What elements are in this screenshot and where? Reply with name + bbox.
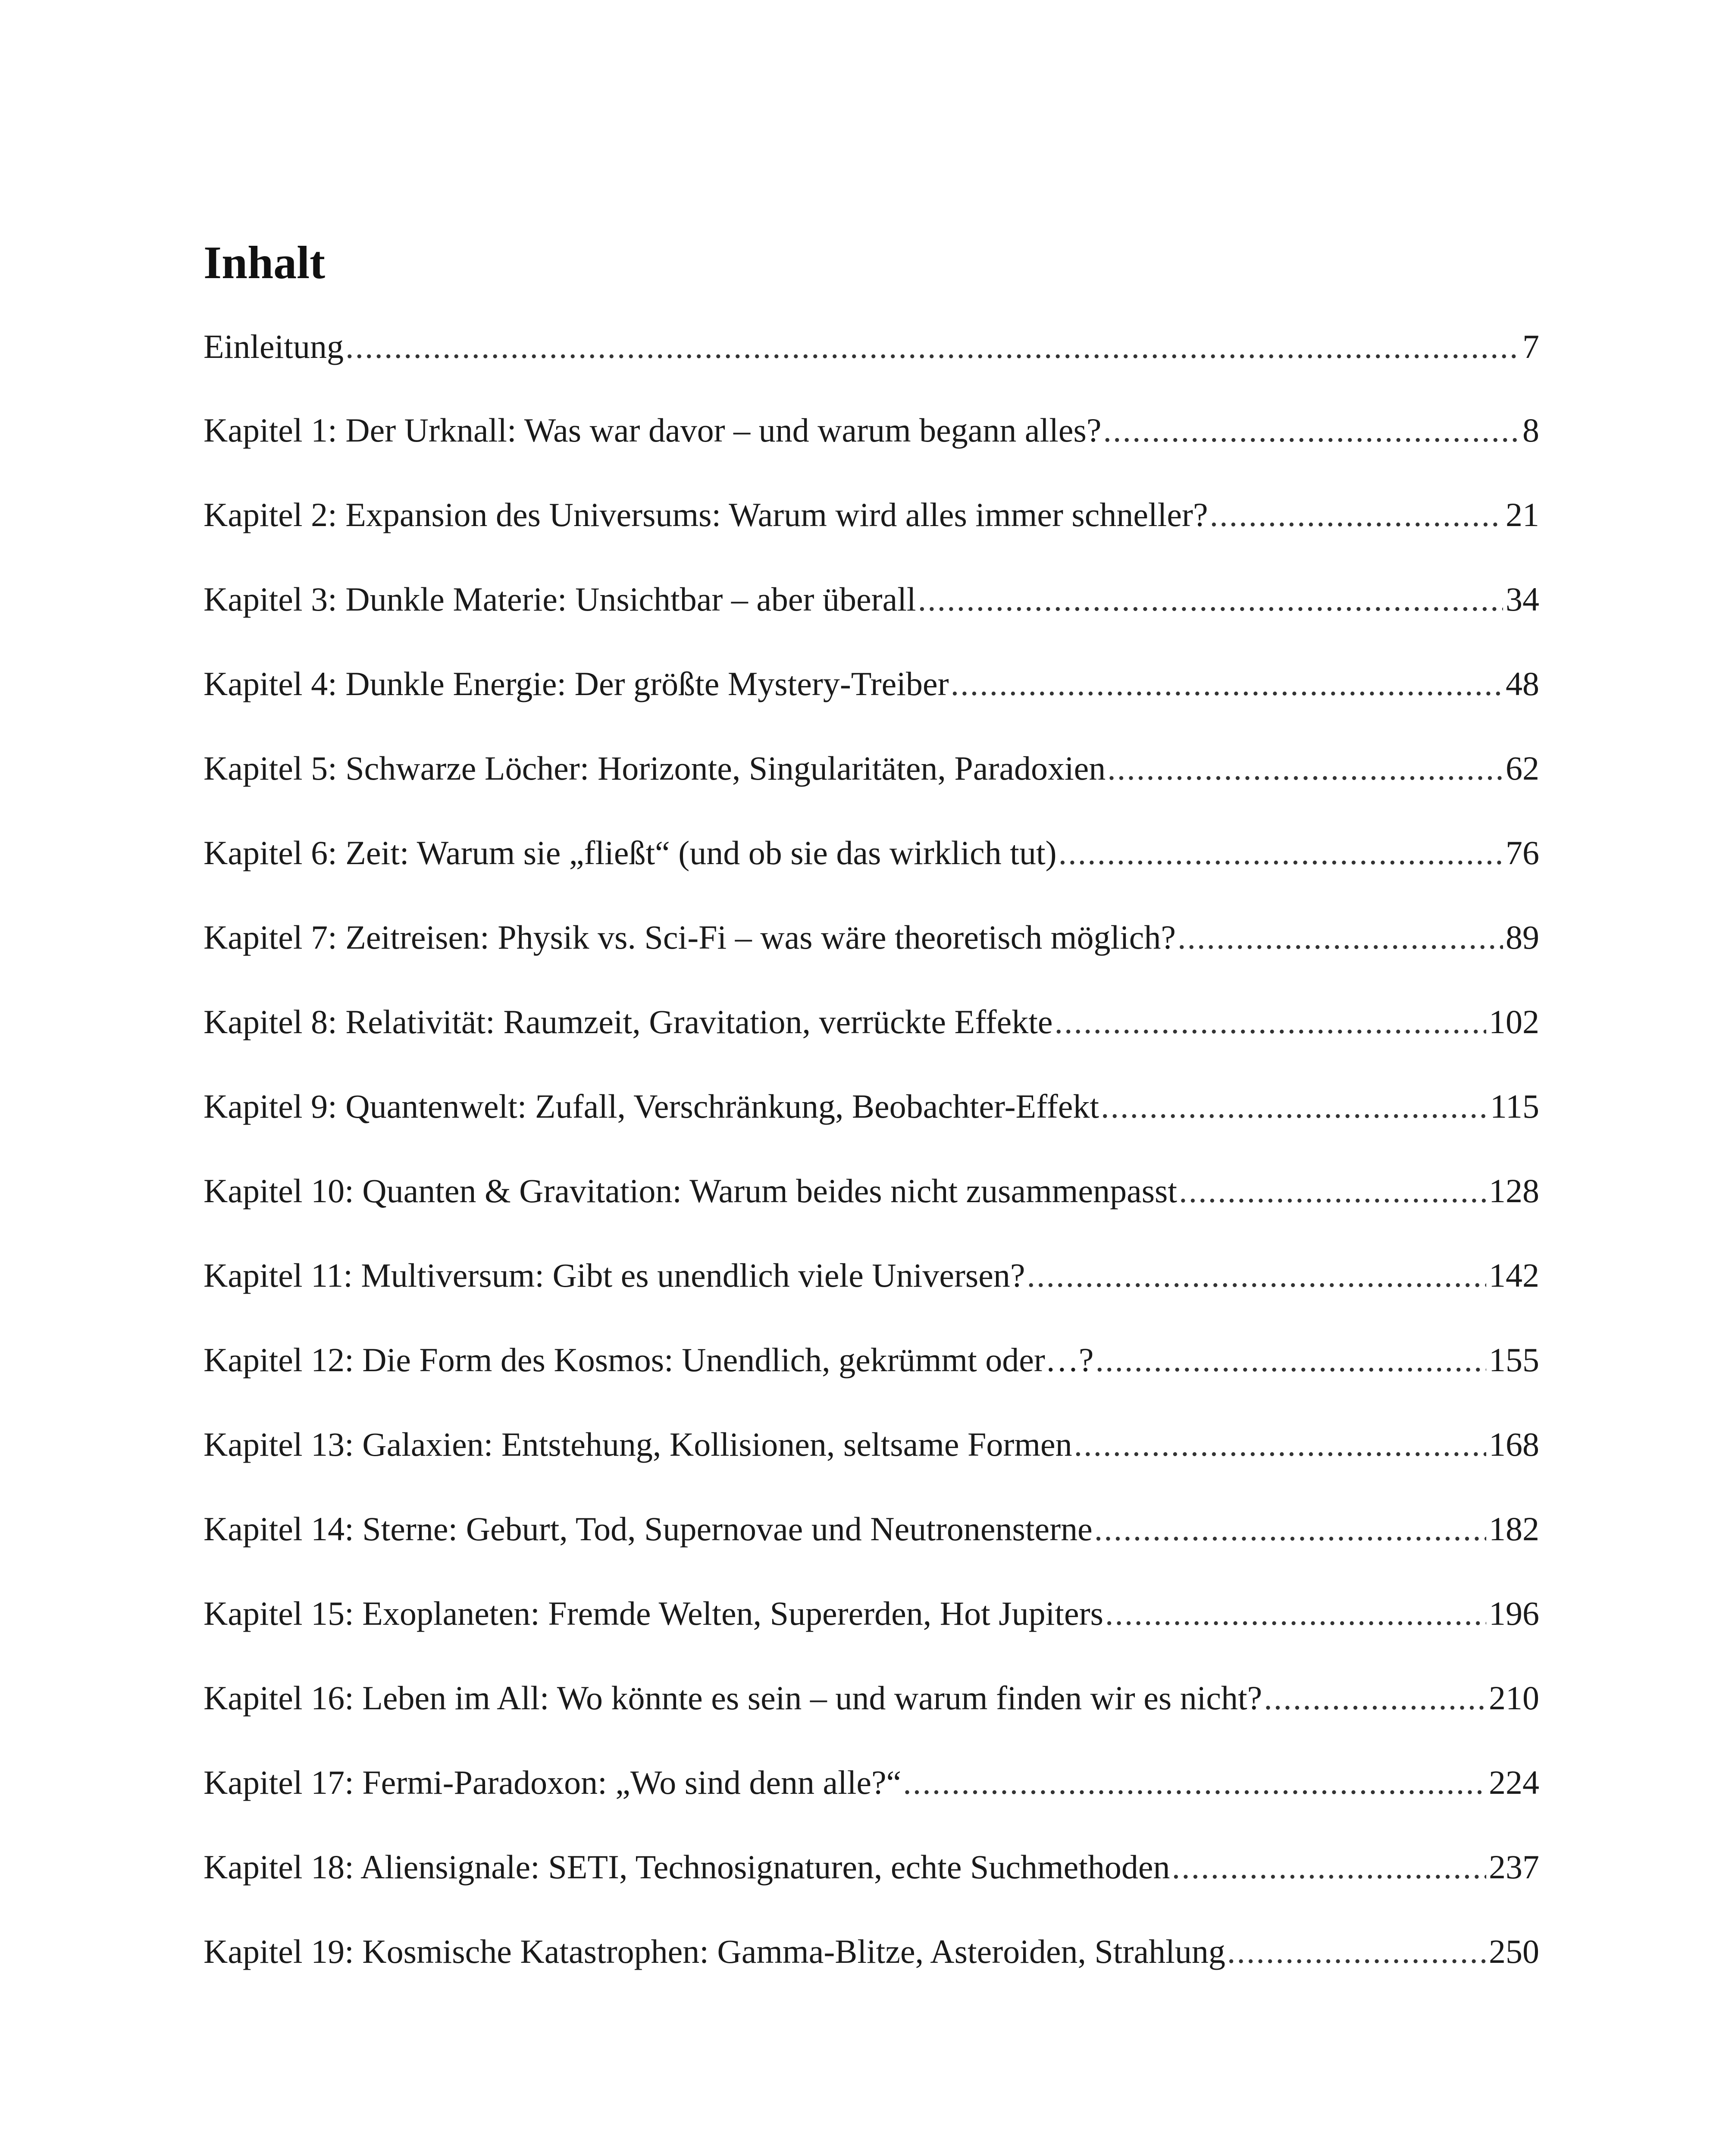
toc-entry-kapitel-17[interactable] bbox=[204, 1759, 1539, 1844]
toc-entry-kapitel-2[interactable] bbox=[204, 492, 1539, 576]
toc-entry-title: Kapitel 16: Leben im All: Wo könnte es sein – und warum finden wir es nicht? bbox=[204, 1679, 1262, 1717]
toc-entry-page-number: 34 bbox=[1506, 580, 1539, 618]
dot-leader bbox=[1059, 830, 1503, 876]
toc-entry-page-number: 155 bbox=[1489, 1341, 1539, 1379]
toc-entry-title: Kapitel 1: Der Urknall: Was war davor – und warum begann alles? bbox=[204, 411, 1102, 449]
toc-entry-einleitung[interactable] bbox=[204, 323, 1539, 407]
toc-entry-page-number: 76 bbox=[1506, 834, 1539, 871]
toc-entry-kapitel-6[interactable] bbox=[204, 830, 1539, 914]
toc-entry-kapitel-19[interactable] bbox=[204, 1928, 1539, 2013]
dot-leader bbox=[1055, 999, 1486, 1045]
dot-leader bbox=[1178, 914, 1503, 961]
toc-entry-kapitel-16[interactable] bbox=[204, 1675, 1539, 1759]
toc-entry-title: Kapitel 9: Quantenwelt: Zufall, Verschränkung, Beobachter-Effekt bbox=[204, 1087, 1099, 1125]
toc-entry-kapitel-1[interactable] bbox=[204, 407, 1539, 492]
toc-entry-kapitel-5[interactable] bbox=[204, 745, 1539, 830]
toc-entry-kapitel-4[interactable] bbox=[204, 661, 1539, 745]
toc-entry-kapitel-8[interactable] bbox=[204, 999, 1539, 1083]
toc-entry-page-number: 250 bbox=[1489, 1933, 1539, 1970]
toc-entry-page-number: 168 bbox=[1489, 1426, 1539, 1463]
toc-entry-page-number: 210 bbox=[1489, 1679, 1539, 1717]
toc-entry-kapitel-13[interactable] bbox=[204, 1421, 1539, 1506]
toc-entry-title: Kapitel 19: Kosmische Katastrophen: Gamma-Blitze, Asteroiden, Strahlung bbox=[204, 1933, 1225, 1970]
dot-leader bbox=[1107, 745, 1503, 792]
toc-entry-kapitel-14[interactable] bbox=[204, 1506, 1539, 1590]
toc-entry-title: Kapitel 13: Galaxien: Entstehung, Kollisionen, seltsame Formen bbox=[204, 1426, 1072, 1463]
toc-entry-kapitel-12[interactable] bbox=[204, 1337, 1539, 1421]
toc-entry-kapitel-3[interactable] bbox=[204, 576, 1539, 661]
dot-leader bbox=[1264, 1675, 1486, 1721]
toc-entry-title: Kapitel 4: Dunkle Energie: Der größte Mystery-Treiber bbox=[204, 665, 949, 702]
dot-leader bbox=[951, 661, 1503, 707]
toc-entry-title: Kapitel 18: Aliensignale: SETI, Technosignaturen, echte Suchmethoden bbox=[204, 1848, 1170, 1886]
toc-entry-kapitel-9[interactable] bbox=[204, 1083, 1539, 1168]
dot-leader bbox=[345, 323, 1520, 370]
toc-entry-title: Kapitel 12: Die Form des Kosmos: Unendlich, gekrümmt oder…? bbox=[204, 1341, 1094, 1379]
toc-entry-page-number: 115 bbox=[1490, 1087, 1539, 1125]
dot-leader bbox=[1074, 1421, 1486, 1468]
toc-entry-page-number: 237 bbox=[1489, 1848, 1539, 1886]
toc-entry-title: Kapitel 11: Multiversum: Gibt es unendlich viele Universen? bbox=[204, 1257, 1025, 1294]
toc-entry-title: Kapitel 10: Quanten & Gravitation: Warum beides nicht zusammenpasst bbox=[204, 1172, 1178, 1210]
toc-entry-page-number: 48 bbox=[1506, 665, 1539, 702]
dot-leader bbox=[1105, 1590, 1486, 1637]
toc-entry-title: Kapitel 17: Fermi-Paradoxon: „Wo sind denn alle?“ bbox=[204, 1764, 902, 1801]
toc-entry-title: Kapitel 2: Expansion des Universums: Warum wird alles immer schneller? bbox=[204, 496, 1208, 533]
toc-entry-title: Kapitel 7: Zeitreisen: Physik vs. Sci-Fi – was wäre theoretisch möglich? bbox=[204, 918, 1176, 956]
toc-entry-page-number: 21 bbox=[1506, 496, 1539, 533]
toc-entry-page-number: 128 bbox=[1489, 1172, 1539, 1210]
toc-entry-title: Kapitel 15: Exoplaneten: Fremde Welten, Supererden, Hot Jupiters bbox=[204, 1595, 1103, 1632]
toc-entry-title: Kapitel 14: Sterne: Geburt, Tod, Supernovae und Neutronensterne bbox=[204, 1510, 1093, 1548]
dot-leader bbox=[1096, 1337, 1487, 1383]
dot-leader bbox=[1027, 1252, 1486, 1299]
toc-entry-kapitel-11[interactable] bbox=[204, 1252, 1539, 1337]
toc-entry-page-number: 182 bbox=[1489, 1510, 1539, 1548]
dot-leader bbox=[1227, 1928, 1486, 1975]
toc-heading: Inhalt bbox=[204, 237, 326, 288]
toc-list bbox=[204, 323, 1539, 2013]
dot-leader bbox=[1103, 407, 1520, 454]
toc-entry-title: Kapitel 3: Dunkle Materie: Unsichtbar – aber überall bbox=[204, 580, 916, 618]
toc-entry-page-number: 142 bbox=[1489, 1257, 1539, 1294]
toc-entry-title: Einleitung bbox=[204, 328, 344, 365]
toc-entry-page-number: 89 bbox=[1506, 918, 1539, 956]
toc-entry-kapitel-18[interactable] bbox=[204, 1844, 1539, 1928]
dot-leader bbox=[918, 576, 1503, 623]
toc-entry-title: Kapitel 5: Schwarze Löcher: Horizonte, Singularitäten, Paradoxien bbox=[204, 749, 1106, 787]
toc-entry-page-number: 196 bbox=[1489, 1595, 1539, 1632]
toc-entry-page-number: 8 bbox=[1522, 411, 1539, 449]
toc-entry-kapitel-10[interactable] bbox=[204, 1168, 1539, 1252]
toc-entry-page-number: 62 bbox=[1506, 749, 1539, 787]
toc-entry-title: Kapitel 8: Relativität: Raumzeit, Gravitation, verrückte Effekte bbox=[204, 1003, 1053, 1040]
toc-entry-kapitel-7[interactable] bbox=[204, 914, 1539, 999]
dot-leader bbox=[1101, 1083, 1488, 1130]
dot-leader bbox=[1172, 1844, 1486, 1890]
dot-leader bbox=[1179, 1168, 1486, 1214]
dot-leader bbox=[1094, 1506, 1486, 1552]
toc-entry-page-number: 102 bbox=[1489, 1003, 1539, 1040]
toc-entry-page-number: 7 bbox=[1522, 328, 1539, 365]
dot-leader bbox=[1210, 492, 1503, 538]
toc-entry-kapitel-15[interactable] bbox=[204, 1590, 1539, 1675]
toc-entry-page-number: 224 bbox=[1489, 1764, 1539, 1801]
toc-entry-title: Kapitel 6: Zeit: Warum sie „fließt“ (und ob sie das wirklich tut) bbox=[204, 834, 1057, 871]
dot-leader bbox=[903, 1759, 1486, 1806]
